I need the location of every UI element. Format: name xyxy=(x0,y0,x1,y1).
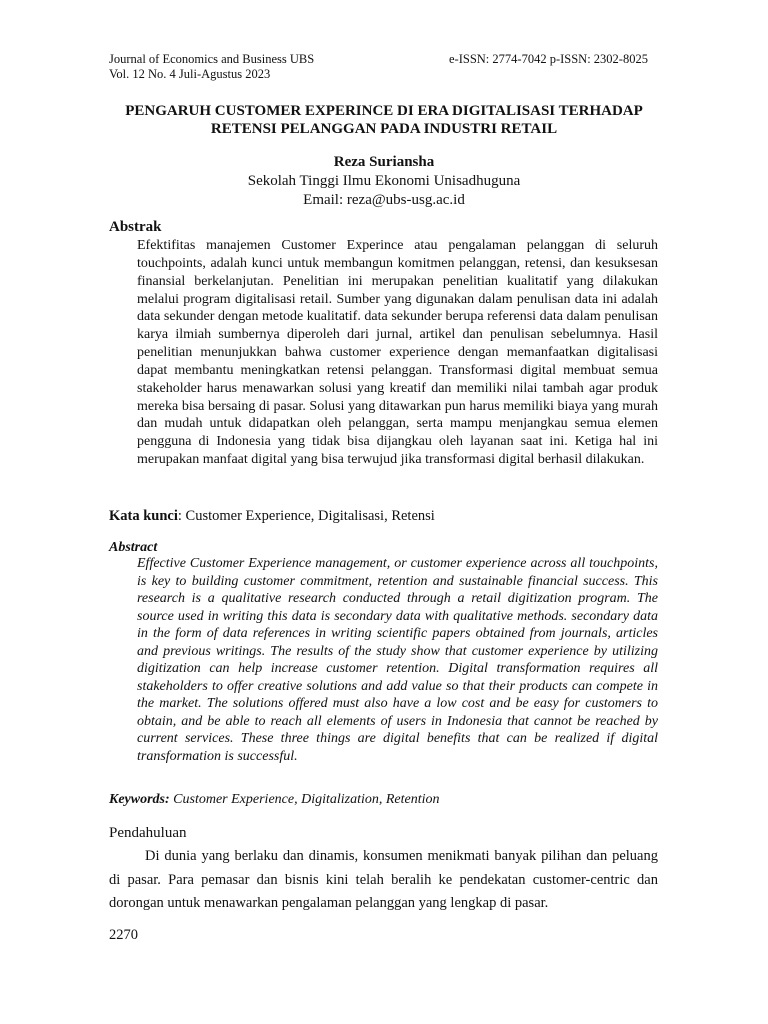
abstrak-body: Efektifitas manajemen Customer Experince atau pengalaman pelanggan di seluruh touchpoints, adalah kunci untuk membangun komitmen pelanggan, retensi, dan kesuksesan finansial berkelanjutan. Penelitian ini merupakan penelitian kualitatif yang dilakukan melalui program digitalisasi retail. Sumber yang digunakan dalam penulisan data ini adalah data sekunder dengan metode kualitatif. data sekunder berupa referensi data dalam penulisan karya ilmiah sumbernya diperoleh dari jurnal, artikel dan penulisan sebelumnya. Hasil penelitian menunjukkan bahwa customer experience dengan memanfaatkan digitalisasi dapat membantu meningkatkan retensi pelanggan. Transformasi digital membuat semua stakeholder harus menawarkan solusi yang kreatif dan memiliki nilai tambah agar produk mereka bisa bersaing di pasar. Solusi yang ditawarkan pun harus memiliki biaya yang murah dan mudah untuk didapatkan oleh pelanggan, serta mampu menjangkau semua elemen pengguna di Indonesia yang tidak bisa dijangkau oleh layanan saat ini. Ketiga hal ini merupakan manfaat digital yang bisa terwujud jika transformasi digital berhasil dilakukan. xyxy=(137,238,658,468)
kata-kunci-line xyxy=(109,508,435,525)
pendahuluan-heading: Pendahuluan xyxy=(109,825,187,841)
title-line: PENGARUH CUSTOMER EXPERINCE DI ERA DIGITALISASI TERHADAP xyxy=(125,103,643,119)
journal-issn: e-ISSN: 2774-7042 p-ISSN: 2302-8025 xyxy=(449,52,648,66)
abstract-heading: Abstract xyxy=(109,540,158,555)
author-affiliation: Sekolah Tinggi Ilmu Ekonomi Unisadhuguna xyxy=(247,173,521,189)
pendahuluan-body: Di dunia yang berlaku dan dinamis, konsumen menikmati banyak pilihan dan peluang di pasar. Para pemasar dan bisnis kini telah beralih ke pendekatan customer-centric dan dorongan untuk menawarkan pengalaman pelanggan yang lengkap di pasar. xyxy=(109,848,658,911)
kata-kunci-label: Kata kunci xyxy=(109,508,178,524)
author-block xyxy=(90,153,678,210)
title-line: RETENSI PELANGGAN PADA INDUSTRI RETAIL xyxy=(210,121,558,137)
keywords-line xyxy=(109,792,440,808)
journal-volume: Vol. 12 No. 4 Juli-Agustus 2023 xyxy=(109,67,271,81)
journal-name: Journal of Economics and Business UBS xyxy=(109,52,315,66)
kata-kunci-values: : Customer Experience, Digitalisasi, Retensi xyxy=(177,508,435,524)
keywords-label: Keywords: xyxy=(109,792,170,807)
page-number: 2270 xyxy=(109,927,138,943)
author-name: Reza Suriansha xyxy=(333,154,435,170)
paper-title xyxy=(90,102,678,138)
abstract-body: Effective Customer Experience management, or customer experience across all touchpoints, is key to building customer commitment, retention and sustainable financial success. This research is a qualitative research conducted through a retail digitization program. The source used in writing this data is secondary data with qualitative methods. secondary data in the form of data references in writing scientific papers obtained from journals, articles and previous writings. The results of the study show that customer experience by utilizing digitization can help increase customer retention. Digital transformation requires all stakeholders to offer creative solutions and add value so that their products can compete in the market. The solutions offered must also have a low cost and be easy for customers to obtain, and be able to reach all elements of users in Indonesia that cannot be reached by current services. These three things are digital benefits that can be realized if digital transformation is successful. xyxy=(137,556,658,764)
running-header-left xyxy=(109,52,314,82)
keywords-values: Customer Experience, Digitalization, Retention xyxy=(169,792,440,807)
author-email: Email: reza@ubs-usg.ac.id xyxy=(303,192,465,208)
abstrak-heading: Abstrak xyxy=(109,219,162,235)
